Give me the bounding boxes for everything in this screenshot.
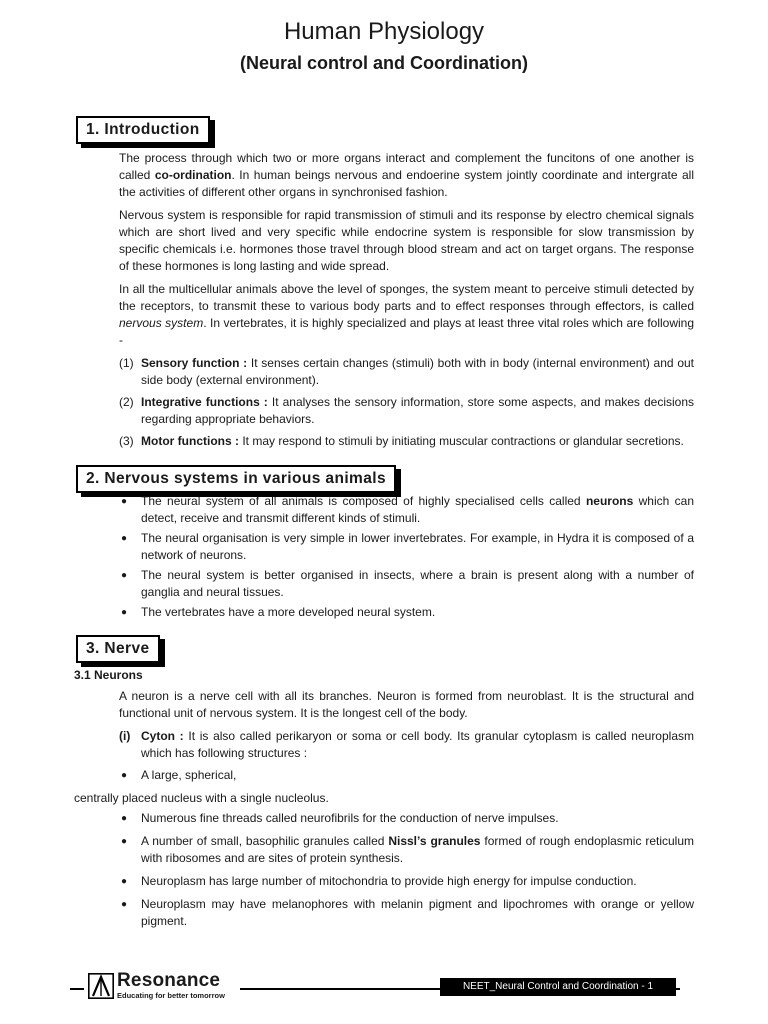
cyton-structures-body bbox=[119, 810, 694, 936]
coordination-term: co-ordination bbox=[154, 168, 232, 182]
intro-p3-text-end: . In vertebrates, it is highly specialized and plays at least three vital roles which are following - bbox=[119, 316, 695, 347]
intro-paragraph-1 bbox=[119, 150, 694, 201]
intro-paragraph-3 bbox=[119, 281, 694, 349]
animals-bullet-list bbox=[119, 493, 694, 621]
cyton-text: It is also called perikaryon or soma or cell body. Its granular cytoplasm is called neuroplasm which has following structures : bbox=[141, 729, 694, 760]
list-item bbox=[119, 567, 694, 601]
intro-paragraph-2: Nervous system is responsible for rapid transmission of stimuli and its response by electro chemical signals which are short lived and very specific while endocrine system is responsible for slow transmission by specific chemicals i.e. hormones those travel through blood stream and act on target organs. The response of these hormones is long lasting and wide spread. bbox=[119, 208, 694, 273]
bullet-icon: ● bbox=[121, 876, 128, 887]
nervous-system-term: nervous system bbox=[119, 316, 204, 330]
page-subtitle: (Neural control and Coordination) bbox=[240, 53, 528, 73]
bullet-icon: ● bbox=[121, 813, 128, 824]
neurons-subheading: 3.1 Neurons bbox=[74, 668, 143, 682]
list-item bbox=[119, 767, 694, 784]
list-item bbox=[119, 493, 694, 527]
intro-p3-text: In all the multicellular animals above the level of sponges, the system meant to perceive stimuli detected by the receptors, to transmit these to various body parts and to effect responses through effectors, is called bbox=[119, 282, 694, 313]
role-item bbox=[119, 355, 694, 389]
footer-rule-left bbox=[70, 988, 84, 990]
neurons-term: neurons bbox=[585, 494, 634, 508]
bullet-icon: ● bbox=[121, 836, 128, 847]
role-item bbox=[119, 394, 694, 428]
list-item bbox=[119, 873, 694, 890]
bullet-icon: ● bbox=[121, 570, 128, 581]
bullet-text: A number of small, basophilic granules called bbox=[141, 834, 389, 848]
bullet-text: The neural organisation is very simple in lower invertebrates. For example, in Hydra it is composed of a network of neurons. bbox=[141, 531, 694, 562]
bullet-text-end: formed of rough endoplasmic reticulum with ribosomes and are sites of protein synthesis. bbox=[141, 834, 695, 865]
intro-p1-text-end: . In human beings nervous and endoerine system jointly coordinate and intergrate all the activities of different other organs in synchronised fashion. bbox=[119, 168, 694, 199]
list-item bbox=[119, 896, 694, 930]
cyton-list bbox=[119, 728, 694, 762]
role-label: Sensory function : bbox=[141, 356, 248, 370]
roles-list bbox=[119, 355, 694, 450]
list-item bbox=[119, 810, 694, 827]
list-item bbox=[119, 833, 694, 867]
role-number: (1) bbox=[119, 356, 134, 370]
resonance-logo bbox=[88, 970, 238, 1001]
neurons-paragraph: A neuron is a nerve cell with all its branches. Neuron is formed from neuroblast. It is the structural and functional unit of nervous system. It is the longest cell of the body. bbox=[119, 689, 694, 720]
section-heading-introduction: 1. Introduction bbox=[76, 116, 210, 144]
bullet-icon: ● bbox=[121, 770, 128, 781]
bullet-text: Neuroplasm has large number of mitochondria to provide high energy for impulse conduction. bbox=[141, 874, 637, 888]
bullet-icon: ● bbox=[121, 533, 128, 544]
nissl-granules-term: Nissl’s granules bbox=[388, 834, 481, 848]
cyton-label: Cyton : bbox=[141, 729, 184, 743]
page-title: Human Physiology bbox=[283, 18, 485, 45]
role-number: (2) bbox=[119, 395, 134, 409]
cyton-bullet-list-2 bbox=[119, 810, 694, 930]
bullet-icon: ● bbox=[121, 899, 128, 910]
neurons-body bbox=[119, 688, 694, 787]
role-label: Integrative functions : bbox=[141, 395, 268, 409]
cyton-item bbox=[119, 728, 694, 762]
list-item bbox=[119, 530, 694, 564]
resonance-logo-icon bbox=[88, 973, 114, 999]
cyton-number: (i) bbox=[119, 729, 131, 743]
role-text: It analyses the sensory information, store some aspects, and makes decisions regarding appropriate behaviors. bbox=[141, 395, 695, 426]
role-item bbox=[119, 433, 694, 450]
bullet-text: The neural system is better organised in insects, where a brain is present along with a number of ganglia and neural tissues. bbox=[141, 568, 694, 599]
section-heading-nervous-systems: 2. Nervous systems in various animals bbox=[76, 465, 396, 493]
role-text: It may respond to stimuli by initiating muscular contractions or glandular secretions. bbox=[238, 434, 684, 448]
bullet-text: Neuroplasm may have melanophores with melanin pigment and lipochromes with orange or yellow pigment. bbox=[141, 897, 694, 928]
bullet-text-end: which can detect, receive and transmit different kinds of stimuli. bbox=[141, 494, 694, 525]
introduction-body bbox=[119, 150, 694, 455]
section-heading-nerve: 3. Nerve bbox=[76, 635, 160, 663]
logo-wordmark: Resonance bbox=[117, 970, 221, 991]
role-text: It senses certain changes (stimuli) both with in body (internal environment) and out side body (external environment). bbox=[141, 356, 694, 387]
bullet-text: The vertebrates have a more developed neural system. bbox=[141, 605, 436, 619]
bullet-icon: ● bbox=[121, 496, 128, 507]
nucleus-continuation: centrally placed nucleus with a single nucleolus. bbox=[74, 791, 329, 805]
nervous-systems-body bbox=[119, 493, 694, 624]
bullet-icon: ● bbox=[121, 607, 128, 618]
footer-page-label: NEET_Neural Control and Coordination - 1 bbox=[440, 978, 676, 996]
cyton-bullet-list-1 bbox=[119, 767, 694, 784]
list-item bbox=[119, 604, 694, 621]
role-number: (3) bbox=[119, 434, 134, 448]
bullet-text: The neural system of all animals is composed of highly specialised cells called bbox=[141, 494, 586, 508]
bullet-text: A large, spherical, bbox=[141, 768, 237, 782]
intro-p1-text: The process through which two or more organs interact and complement the funcitons of one another is called bbox=[119, 151, 694, 182]
logo-tagline: Educating for better tomorrow bbox=[117, 991, 225, 1000]
bullet-text: Numerous fine threads called neurofibrils for the conduction of nerve impulses. bbox=[141, 811, 559, 825]
role-label: Motor functions : bbox=[141, 434, 239, 448]
